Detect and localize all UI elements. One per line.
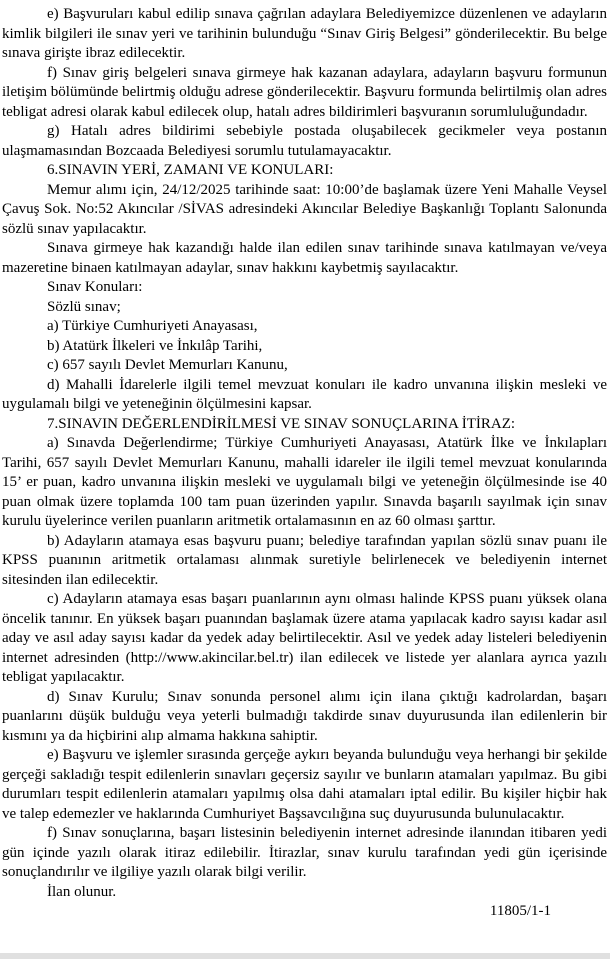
gazette-number: 11805/1-1: [489, 903, 551, 919]
paragraph-b-appointment-score: b) Adayların atamaya esas başvuru puanı; belediye tarafından yapılan sözlü sınav puanı ile KPSS puanının aritmetik ortalaması alınmak suretiyle belirlenecek ve belediyenin internet sitesinden ilan edilecektir.: [2, 532, 607, 588]
paragraph-e-false-declaration: e) Başvuru ve işlemler sırasında gerçeğe aykırı beyanda bulunduğu veya herhangi bir şekilde gerçeği sakladığı tespit edilenlerin sınavları geçersiz sayılır ve bunların atamaları yapılmaz. Bu gibi durumları tespit edilenlerin atamaları yapılmış olsa dahi atamaları iptal edilir. Bu kişiler hiçbir hak ve talep edemezler ve haklarında Cumhuriyet Başsavcılığına suç duyurusunda bulunulacaktır.: [2, 747, 607, 822]
list-item-a-constitution: a) Türkiye Cumhuriyeti Anayasası,: [47, 318, 258, 334]
paragraph-a-scoring: a) Sınavda Değerlendirme; Türkiye Cumhuriyeti Anayasası, Atatürk İlke ve İnkılapları Tarihi, 657 sayılı Devlet Memurları Kanunu, mahalli idareler ile ilgili temel mevzuat konularında 15’ er puan, kadro unvanına ilişkin mesleki ve uygulamalı bilgi ve yeteneğin ölçülmesinde ise 40 puan olmak üzere toplamda 100 tam puan üzerinden yapılır. Sınavda başarılı sayılmak için sınav kurulu üyelerince verilen puanların aritmetik ortalamasının en az 60 olması şarttır.: [2, 435, 607, 529]
list-item-b-ataturk-principles: b) Atatürk İlkeleri ve İnkılâp Tarihi,: [47, 337, 263, 354]
list-item-d-local-administration: d) Mahalli İdarelerle ilgili temel mevzuat konuları ile kadro unvanına ilişkin mesleki ve uygulamalı bilgi ve yeteneğinin ölçülmesini kapsar.: [2, 376, 607, 412]
paragraph-f-entry-document-delivery: f) Sınav giriş belgeleri sınava girmeye hak kazanan adaylara, adayların başvuru formunun iletişim bölümünde belirtmiş olduğu adrese gönderilecektir. Başvuru formunda belirtilmiş olan adres tebligat adresi olarak kabul edilecek olup, hatalı adres bildirimleri başvuranın sorumluluğundadır.: [2, 64, 607, 120]
section-6-heading: 6.SINAVIN YERİ, ZAMANI VE KONULARI:: [47, 162, 334, 178]
paragraph-absence-forfeit: Sınava girmeye hak kazandığı halde ilan edilen sınav tarihinde sınava katılmayan ve/veya mazeretine binaen katılmayan adaylar, sınav hakkını kaybetmiş sayılacaktır.: [2, 240, 607, 276]
paragraph-announcement-closing: İlan olunur.: [47, 883, 117, 900]
list-item-c-civil-servants-law: c) 657 sayılı Devlet Memurları Kanunu,: [47, 357, 288, 373]
paragraph-g-address-error-liability: g) Hatalı adres bildirimi sebebiyle postada oluşabilecek gecikmeler veya postanın ulaşmamasından Bozcaada Belediyesi sorumlu tutulamayacaktır.: [2, 123, 607, 159]
bottom-edge-bar: [0, 953, 610, 959]
paragraph-e-exam-entry-document: e) Başvuruları kabul edilip sınava çağrılan adaylara Belediyemizce düzenlenen ve adayların kimlik bilgileri ile sınav yeri ve tarihinin bulunduğu “Sınav Giriş Belgesi” gönderilecektir. Bu belge sınava girişte ibraz edilecektir.: [2, 6, 607, 61]
label-oral-exam: Sözlü sınav;: [47, 298, 121, 315]
paragraph-exam-place-time: Memur alımı için, 24/12/2025 tarihinde saat: 10:00’de başlamak üzere Yeni Mahalle Veysel Çavuş Sok. No:52 Akıncılar /SİVAS adresindeki Akıncılar Belediye Başkanlığı Toplantı Salonunda sözlü sınav yapılacaktır.: [2, 181, 607, 237]
label-exam-subjects: Sınav Konuları:: [47, 279, 143, 295]
paragraph-c-tiebreak-lists: c) Adayların atamaya esas başarı puanlarının aynı olması halinde KPSS puanı yüksek olana öncelik tanınır. En yüksek başarı puanından başlamak üzere atama yapılacak kadro sayısı kadar asıl aday ve asıl aday sayısı kadar da yedek aday belirtilecektir. Asıl ve yedek aday listeleri belediyenin internet adresinden (http://www.akincilar.bel.tr) ilan edilecek ve listede yer alanlara ayrıca yazılı tebligat yapılacaktır.: [2, 591, 607, 685]
section-7-heading: 7.SINAVIN DEĞERLENDİRİLMESİ VE SINAV SONUÇLARINA İTİRAZ:: [47, 415, 516, 432]
paragraph-d-exam-board-rights: d) Sınav Kurulu; Sınav sonunda personel alımı için ilana çıktığı kadrolardan, başarı puanlarını düşük bulduğu veya yeterli bulmadığı takdirde sınav duyurusunda ilan edilenlerin bir kısmını ya da hiçbirini alıp almama hakkına sahiptir.: [2, 688, 607, 744]
paragraph-f-objection-period: f) Sınav sonuçlarına, başarı listesinin belediyenin internet adresinde ilanından itibaren yedi gün içinde yazılı olarak itiraz edilebilir. İtirazlar, sınav kurulu tarafından yedi gün içerisinde sonuçlandırılır ve ilgiliye yazılı olarak bilgi verilir.: [2, 825, 607, 880]
